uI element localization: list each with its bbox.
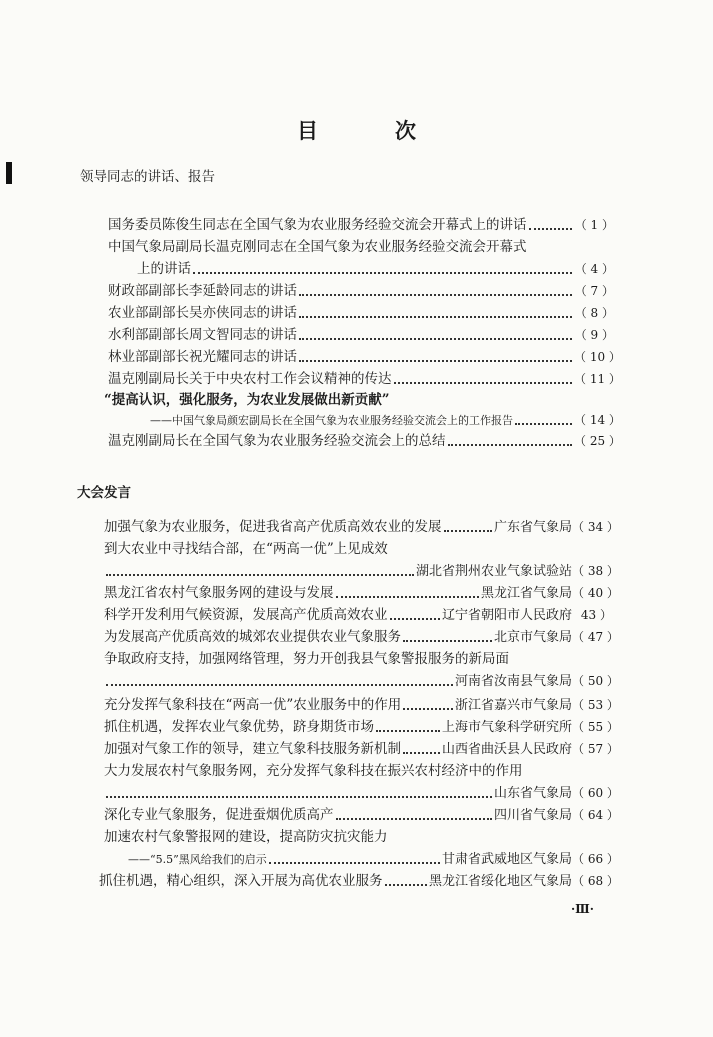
toc-entry-title: 黑龙江省农村气象服务网的建设与发展 bbox=[104, 585, 334, 601]
toc-entry[interactable] bbox=[104, 583, 619, 603]
toc-entry-page: （ 50 ） bbox=[572, 674, 619, 688]
toc-entry-page: （ 25 ） bbox=[574, 434, 621, 448]
toc-entry-title: 充分发挥气象科技在“两高一优”农业服务中的作用 bbox=[104, 697, 402, 713]
toc-entry-page: （ 11 ） bbox=[574, 372, 621, 386]
toc-entry-page: （ 34 ） bbox=[572, 520, 619, 534]
toc-entry-title: 财政部副部长李延龄同志的讲话 bbox=[108, 283, 297, 299]
toc-entry-page: （ 64 ） bbox=[572, 808, 619, 822]
toc-entry-title: 中国气象局副局长温克刚同志在全国气象为农业服务经验交流会开幕式 bbox=[108, 239, 527, 255]
toc-entry-title: 到大农业中寻找结合部，在“两高一优”上见成效 bbox=[104, 541, 388, 557]
toc-entry-page: （ 53 ） bbox=[572, 698, 619, 712]
toc-entry[interactable] bbox=[108, 369, 621, 389]
toc-entry-page: （ 57 ） bbox=[572, 742, 619, 756]
toc-entry-org: 上海市气象科学研究所 bbox=[441, 720, 572, 735]
toc-entry[interactable] bbox=[104, 605, 612, 625]
toc-entry-page: （ 7 ） bbox=[574, 284, 614, 298]
dot-leader bbox=[106, 562, 414, 576]
toc-entry[interactable] bbox=[104, 517, 619, 537]
dot-leader bbox=[515, 411, 572, 425]
toc-entry-org: 甘肃省武威地区气象局 bbox=[441, 852, 572, 867]
toc-entry[interactable] bbox=[104, 627, 619, 647]
toc-entry-title: 加强对气象工作的领导，建立气象科技服务新机制 bbox=[104, 741, 401, 757]
toc-entry-page: （ 4 ） bbox=[574, 262, 614, 276]
toc-entry[interactable] bbox=[104, 827, 612, 847]
toc-entry[interactable] bbox=[104, 649, 612, 669]
toc-entry-title: 大力发展农村气象服务网，充分发挥气象科技在振兴农村经济中的作用 bbox=[104, 763, 523, 779]
dot-leader bbox=[299, 326, 572, 340]
toc-entry[interactable] bbox=[108, 347, 621, 367]
toc-entry-page: （ 14 ） bbox=[574, 413, 621, 427]
toc-entry-title: 抓住机遇，精心组织，深入开展为高优农业服务 bbox=[99, 873, 383, 889]
page-title: 目 次 bbox=[297, 118, 444, 143]
dot-leader bbox=[403, 696, 453, 710]
dot-leader bbox=[269, 850, 440, 864]
toc-entry-page: （ 8 ） bbox=[574, 306, 614, 320]
toc-entry-page: 43 ） bbox=[580, 608, 612, 622]
dot-leader bbox=[299, 282, 572, 296]
toc-entry[interactable] bbox=[104, 739, 619, 759]
toc-entry[interactable] bbox=[104, 695, 619, 715]
dot-leader bbox=[336, 584, 479, 598]
dot-leader bbox=[299, 348, 572, 362]
toc-entry-title: 国务委员陈俊生同志在全国气象为农业服务经验交流会开幕式上的讲话 bbox=[108, 217, 527, 233]
dot-leader bbox=[106, 672, 453, 686]
toc-entry-title: 为发展高产优质高效的城郊农业提供农业气象服务 bbox=[104, 629, 401, 645]
toc-entry-page: （ 47 ） bbox=[572, 630, 619, 644]
toc-entry-title: 深化专业气象服务，促进蚕烟优质高产 bbox=[104, 807, 334, 823]
toc-entry-org: 黑龙江省气象局 bbox=[480, 586, 572, 601]
toc-entry[interactable] bbox=[104, 805, 619, 825]
dot-leader bbox=[390, 606, 440, 620]
toc-entry-title: 加速农村气象警报网的建设，提高防灾抗灾能力 bbox=[104, 829, 388, 845]
dot-leader bbox=[444, 518, 492, 532]
toc-entry-title: 温克刚副局长在全国气象为农业服务经验交流会上的总结 bbox=[108, 433, 446, 449]
toc-entry-org: 辽宁省朝阳市人民政府 bbox=[441, 608, 572, 623]
toc-entry-title: “提高认识，强化服务，为农业发展做出新贡献” bbox=[104, 392, 390, 408]
toc-entry[interactable] bbox=[108, 303, 614, 323]
toc-entry-page: （ 68 ） bbox=[572, 874, 619, 888]
toc-entry-org: 广东省气象局 bbox=[493, 520, 572, 535]
toc-entry[interactable] bbox=[150, 410, 621, 430]
toc-entry[interactable] bbox=[108, 325, 614, 345]
toc-entry[interactable] bbox=[137, 259, 614, 279]
toc-entry[interactable] bbox=[104, 539, 612, 559]
toc-entry-title: 科学开发利用气候资源，发展高产优质高效农业 bbox=[104, 607, 388, 623]
toc-entry-org: 黑龙江省绥化地区气象局 bbox=[428, 874, 572, 889]
toc-entry-page: （ 40 ） bbox=[572, 586, 619, 600]
toc-entry-title: 林业部副部长祝光耀同志的讲话 bbox=[108, 349, 297, 365]
toc-entry-title: 加强气象为农业服务，促进我省高产优质高效农业的发展 bbox=[104, 519, 442, 535]
toc-entry-org: 山西省曲沃县人民政府 bbox=[441, 742, 572, 757]
toc-entry-title: ——中国气象局颜宏副局长在全国气象为农业服务经验交流会上的工作报告 bbox=[150, 414, 513, 427]
toc-entry-org: 北京市气象局 bbox=[493, 630, 572, 645]
dot-leader bbox=[394, 370, 573, 384]
toc-entry[interactable] bbox=[104, 561, 619, 581]
toc-entry-title: 水利部副部长周文智同志的讲话 bbox=[108, 327, 297, 343]
toc-entry-title: 农业部副部长吴亦侠同志的讲话 bbox=[108, 305, 297, 321]
toc-entry[interactable] bbox=[99, 871, 619, 891]
dot-leader bbox=[106, 784, 492, 798]
toc-entry-page: （ 9 ） bbox=[574, 328, 614, 342]
toc-entry[interactable] bbox=[108, 237, 614, 257]
toc-entry-title: 争取政府支持，加强网络管理，努力开创我县气象警报服务的新局面 bbox=[104, 651, 509, 667]
toc-entry[interactable] bbox=[128, 849, 619, 869]
toc-entry-org: 山东省气象局 bbox=[493, 786, 572, 801]
dot-leader bbox=[529, 216, 573, 230]
dot-leader bbox=[193, 260, 572, 274]
toc-entry[interactable] bbox=[104, 761, 612, 781]
toc-entry-org: 浙江省嘉兴市气象局 bbox=[454, 698, 572, 713]
toc-entry-page: （ 38 ） bbox=[572, 564, 619, 578]
toc-entry[interactable] bbox=[104, 390, 614, 410]
toc-entry-page: （ 55 ） bbox=[572, 720, 619, 734]
dot-leader bbox=[403, 628, 492, 642]
section-heading-conference: 大会发言 bbox=[77, 485, 131, 501]
toc-entry[interactable] bbox=[108, 215, 614, 235]
toc-entry-page: （ 10 ） bbox=[574, 350, 621, 364]
dot-leader bbox=[448, 432, 573, 446]
toc-entry[interactable] bbox=[108, 431, 621, 451]
toc-entry-title: 上的讲话 bbox=[137, 261, 191, 277]
dot-leader bbox=[299, 304, 572, 318]
toc-entry[interactable] bbox=[104, 717, 619, 737]
dot-leader bbox=[336, 806, 492, 820]
toc-entry-page: （ 60 ） bbox=[572, 786, 619, 800]
toc-entry-page: （ 1 ） bbox=[574, 218, 614, 232]
toc-entry-title: 温克刚副局长关于中央农村工作会议精神的传达 bbox=[108, 371, 392, 387]
toc-entry[interactable] bbox=[104, 783, 619, 803]
binding-edge-mark bbox=[6, 162, 12, 184]
dot-leader bbox=[376, 718, 440, 732]
toc-entry-org: 河南省汝南县气象局 bbox=[454, 674, 572, 689]
toc-entry-org: 四川省气象局 bbox=[493, 808, 572, 823]
dot-leader bbox=[403, 740, 440, 754]
toc-entry[interactable] bbox=[108, 281, 614, 301]
dot-leader bbox=[385, 872, 427, 886]
toc-entry[interactable] bbox=[104, 671, 619, 691]
page-number: ·Ⅲ· bbox=[571, 902, 594, 916]
toc-entry-title: 抓住机遇，发挥农业气象优势，跻身期货市场 bbox=[104, 719, 374, 735]
toc-entry-org: 湖北省荆州农业气象试验站 bbox=[415, 564, 572, 579]
toc-entry-page: （ 66 ） bbox=[572, 852, 619, 866]
toc-entry-title: ——“5.5”黑风给我们的启示 bbox=[128, 853, 267, 866]
section-heading-leaders: 领导同志的讲话、报告 bbox=[80, 169, 215, 185]
